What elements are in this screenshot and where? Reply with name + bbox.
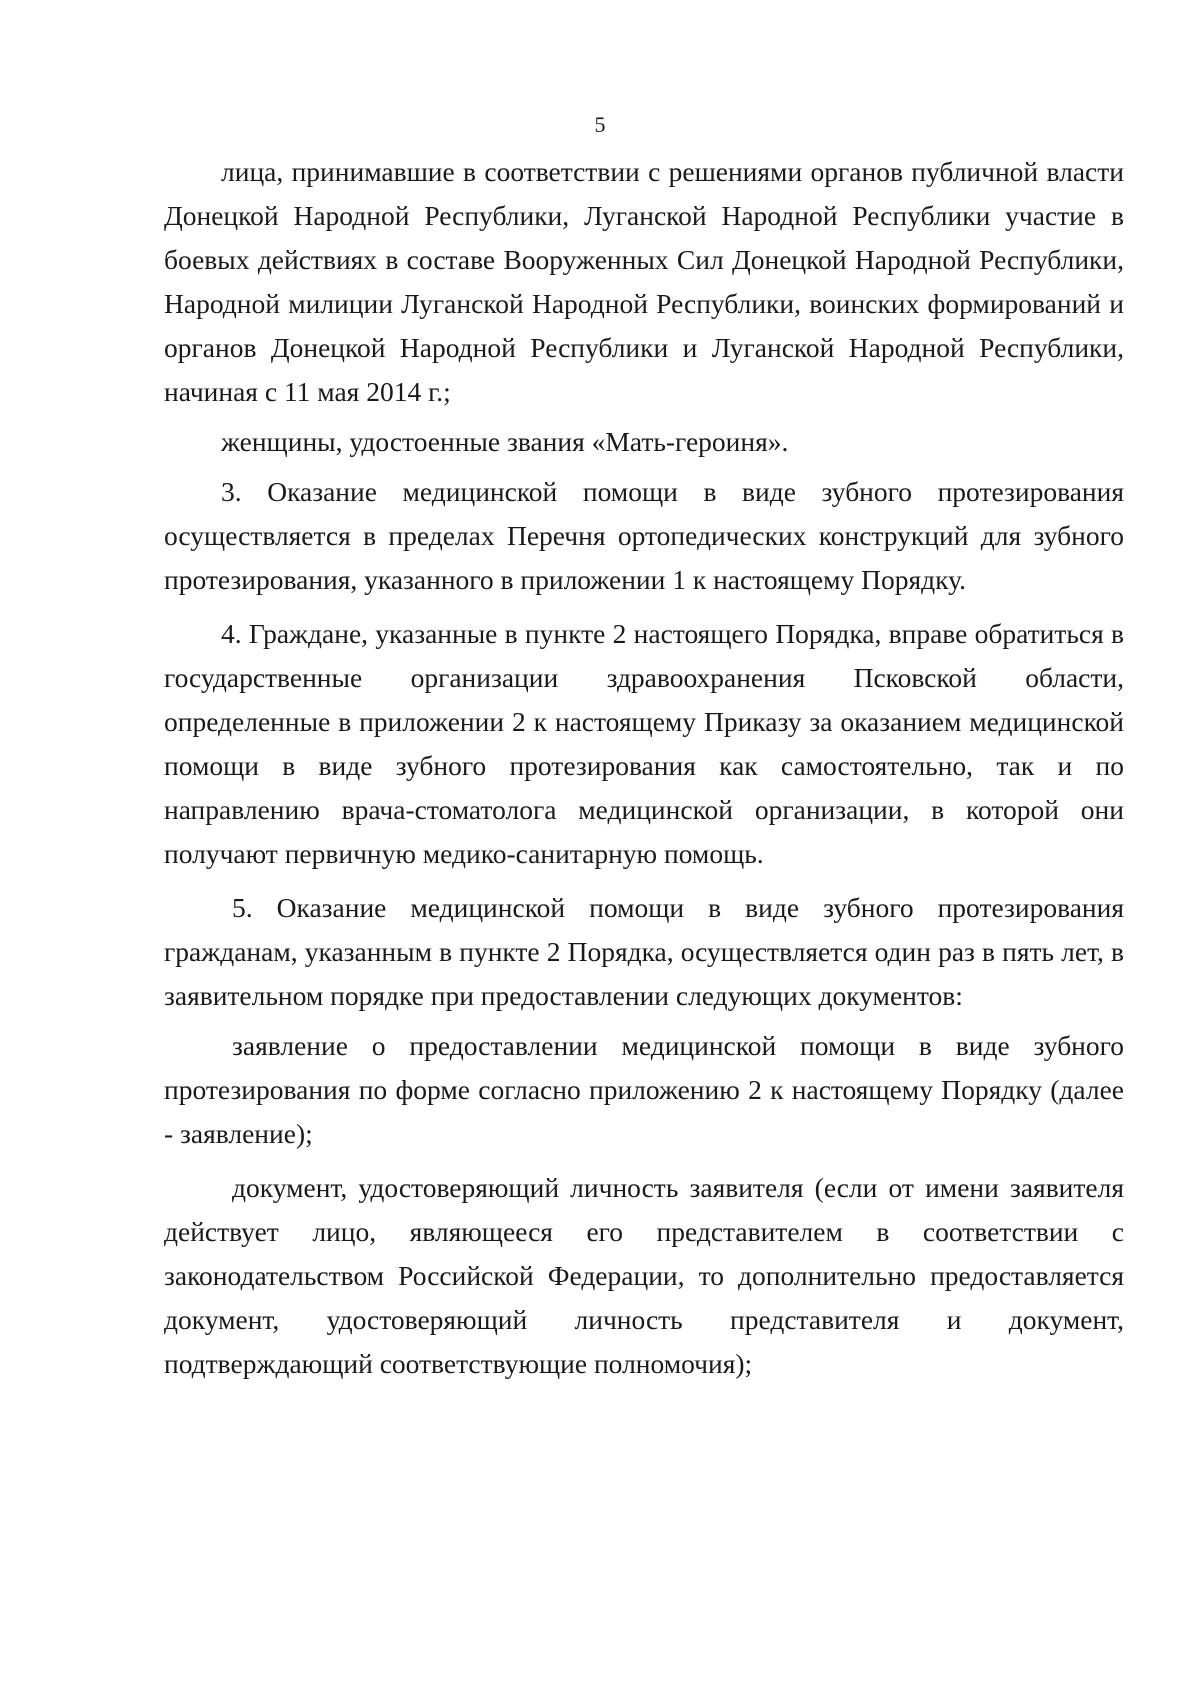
page-number: 5 <box>594 112 606 137</box>
paragraph-dnr-lnr-participants: лица, принимавшие в соответствии с решениями органов публичной власти Донецкой Народной Республики, Луганской Народной Республики участие в боевых действиях в составе Вооруженных Сил Донецкой Народной Республики, Народной милиции Луганской Народной Республики, воинских формирований и органов Донецкой Народной Республики и Луганской Народной Республики, начиная с 11 мая 2014 г.; <box>164 156 1124 407</box>
paragraph-mother-heroine: женщины, удостоенные звания «Мать-героиня». <box>221 426 789 457</box>
paragraph-identity-document: документ, удостоверяющий личность заявителя (если от имени заявителя действует лицо, являющееся его представителем в соответствии с законодательством Российской Федерации, то дополнительно предоставляется документ, удостоверяющий личность представителя и документ, подтверждающий соответствующие полномочия); <box>164 1172 1124 1379</box>
paragraph-application: заявление о предоставлении медицинской помощи в виде зубного протезирования по форме согласно приложению 2 к настоящему Порядку (далее - заявление); <box>164 1030 1124 1149</box>
paragraph-item-3: 3. Оказание медицинской помощи в виде зубного протезирования осуществляется в пределах Перечня ортопедических конструкций для зубного протезирования, указанного в приложении 1 к настоящему Порядку. <box>164 476 1124 595</box>
paragraph-item-5: 5. Оказание медицинской помощи в виде зубного протезирования гражданам, указанным в пункте 2 Порядка, осуществляется один раз в пять лет, в заявительном порядке при предоставлении следующих документов: <box>164 892 1124 1011</box>
paragraph-item-4: 4. Граждане, указанные в пункте 2 настоящего Порядка, вправе обратиться в государственные организации здравоохранения Псковской области, определенные в приложении 2 к настоящему Приказу за оказанием медицинской помощи в виде зубного протезирования как самостоятельно, так и по направлению врача-стоматолога медицинской организации, в которой они получают первичную медико-санитарную помощь. <box>164 618 1124 869</box>
document-body <box>164 150 1124 1386</box>
